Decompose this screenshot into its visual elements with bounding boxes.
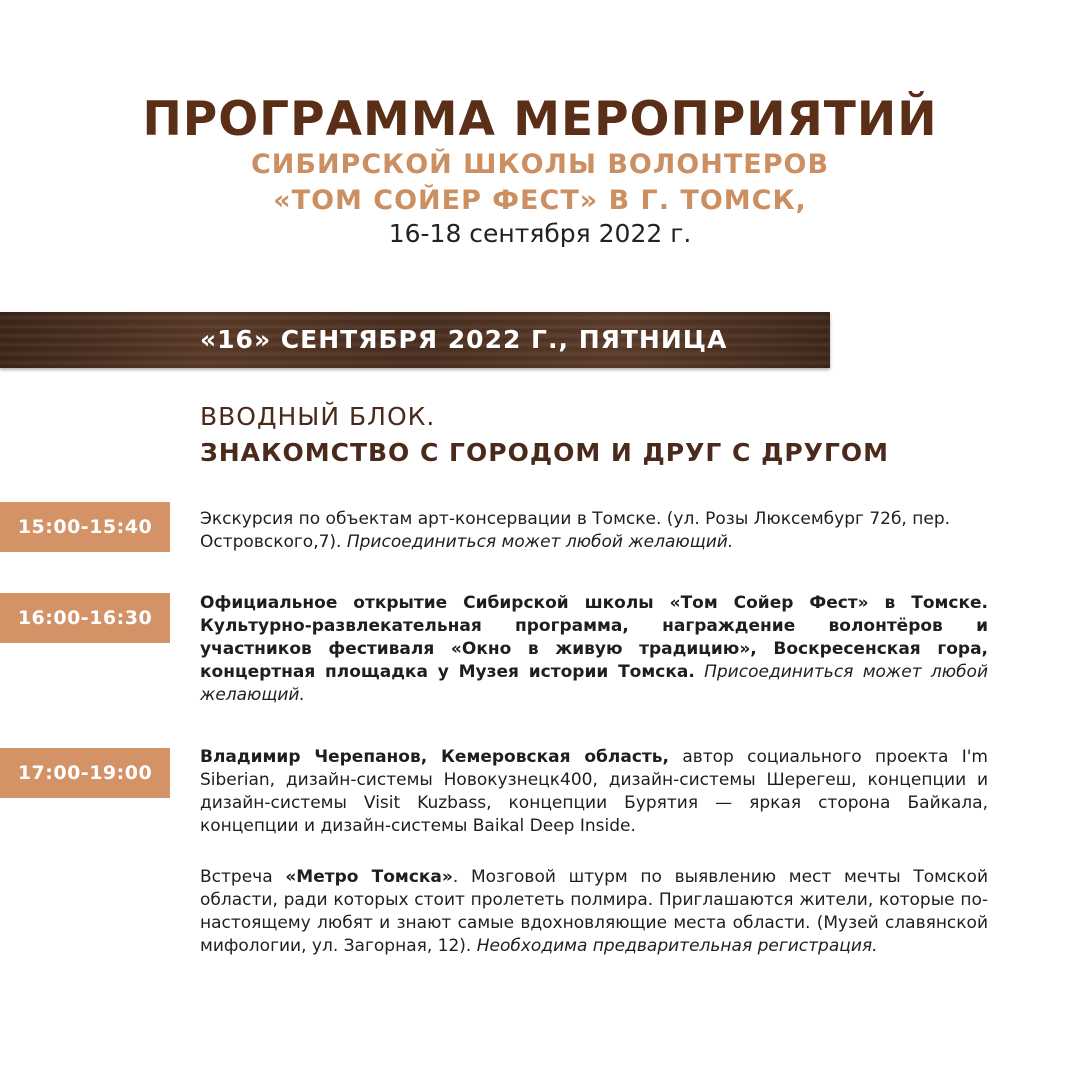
time-badge: 15:00-15:40 (0, 502, 170, 552)
block-title: ЗНАКОМСТВО С ГОРОДОМ И ДРУГ С ДРУГОМ (200, 438, 890, 467)
meeting-name: «Метро Томска» (285, 867, 453, 887)
event-note: Присоединиться может любой желающий. (200, 662, 988, 705)
time-badge: 17:00-19:00 (0, 748, 170, 798)
page-title: ПРОГРАММА МЕРОПРИЯТИЙ (142, 92, 938, 147)
page-subtitle-line2: «ТОМ СОЙЕР ФЕСТ» В Г. ТОМСК, (273, 185, 807, 216)
day-banner (0, 312, 830, 368)
meeting-note: Необходима предварительная регистрация. (476, 936, 878, 956)
event-dates: 16-18 сентября 2022 г. (388, 219, 692, 248)
event-text: Экскурсия по объектам арт-консервации в Томске. (ул. Розы Люксембург 72б, пер. Островского,7). (200, 509, 951, 552)
block-label: ВВОДНЫЙ БЛОК. (200, 402, 436, 431)
event-text: Официальное открытие Сибирской школы «Том Сойер Фест» в Томске. Культурно-развлекательная программа, награждение волонтёров и участников фестиваля «Окно в живую традицию», Воскресенская гора, концертная площадка у Музея истории Томска. (200, 593, 988, 682)
event-description (200, 592, 988, 707)
meeting-prefix: Встреча (200, 867, 273, 887)
event-note: Присоединиться может любой желающий. (346, 532, 734, 552)
event-description (200, 508, 988, 554)
meeting-description (200, 866, 988, 958)
speaker-description: автор социального проекта I'm Siberian, дизайн-системы Новокузнецк400, дизайн-системы Шерегеш, концепции и дизайн-системы Visit Kuzbass, концепции Бурятия — яркая сторона Байкала, концепции и дизайн-системы Baikal Deep Inside. (200, 747, 988, 836)
page-subtitle-line1: СИБИРСКОЙ ШКОЛЫ ВОЛОНТЕРОВ (250, 149, 830, 180)
day-banner-label: «16» СЕНТЯБРЯ 2022 Г., ПЯТНИЦА (200, 325, 728, 354)
time-badge: 16:00-16:30 (0, 593, 170, 643)
meeting-text: . Мозговой штурм по выявлению мест мечты Томской области, ради которых стоит пролететь полмира. Приглашаются жители, которые по-настоящему любят и знают самые вдохновляющие места области. (Музей славянской мифологии, ул. Загорная, 12). (200, 867, 988, 956)
event-description (200, 746, 988, 838)
speaker-name: Владимир Черепанов, Кемеровская область, (200, 747, 669, 767)
